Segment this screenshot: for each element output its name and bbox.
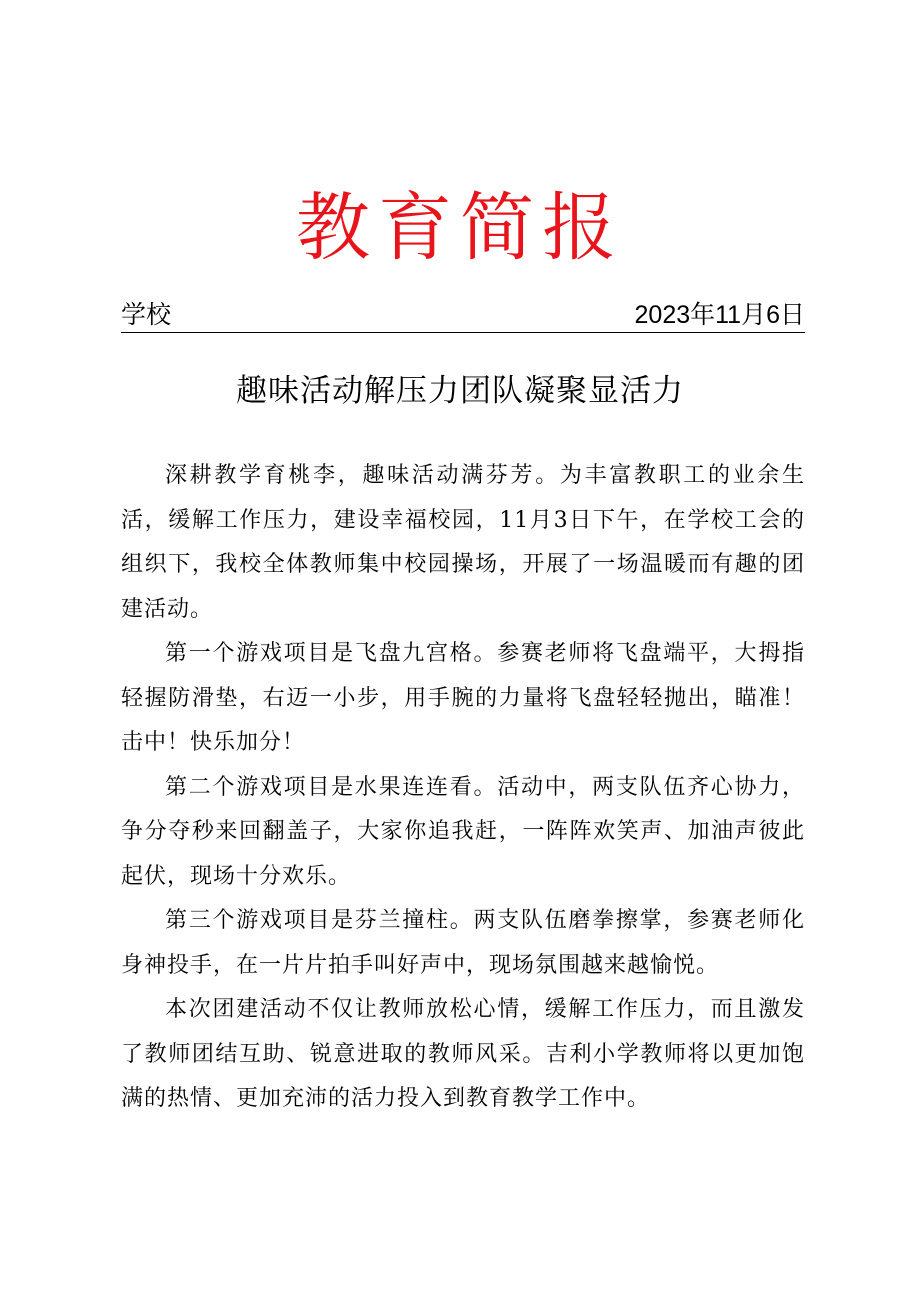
paragraph-conclusion: 本次团建活动不仅让教师放松心情，缓解工作压力，而且激发了教师团结互助、锐意进取的教师风采。吉利小学教师将以更加饱满的热情、更加充沛的活力投入到教育教学工作中。 [121,997,805,1111]
article-headline: 趣味活动解压力团队凝聚显活力 [236,373,684,409]
school-label: 学校 [121,301,172,329]
article-body [121,454,805,1122]
issue-date: 2023年11月6日 [634,301,805,329]
paragraph-intro: 深耕教学育桃李，趣味活动满芬芳。为丰富教职工的业余生活，缓解工作压力，建设幸福校园，11月3日下午，在学校工会的组织下，我校全体教师集中校园操场，开展了一场温暖而有趣的团建活动。 [121,463,805,622]
paragraph-game-1: 第一个游戏项目是飞盘九宫格。参赛老师将飞盘端平，大拇指轻握防滑垫，右迈一小步，用手腕的力量将飞盘轻轻抛出，瞄准！击中！快乐加分！ [121,641,805,755]
paragraph-game-2: 第二个游戏项目是水果连连看。活动中，两支队伍齐心协力，争分夺秒来回翻盖子，大家你追我赶，一阵阵欢笑声、加油声彼此起伏，现场十分欢乐。 [121,774,805,889]
meta-row [121,298,805,333]
paragraph-game-3: 第三个游戏项目是芬兰撞柱。两支队伍磨拳擦掌，参赛老师化身神投手，在一片片拍手叫好声中，现场氛围越来越愉悦。 [121,908,805,978]
masthead-title: 教育简报 [296,185,624,271]
